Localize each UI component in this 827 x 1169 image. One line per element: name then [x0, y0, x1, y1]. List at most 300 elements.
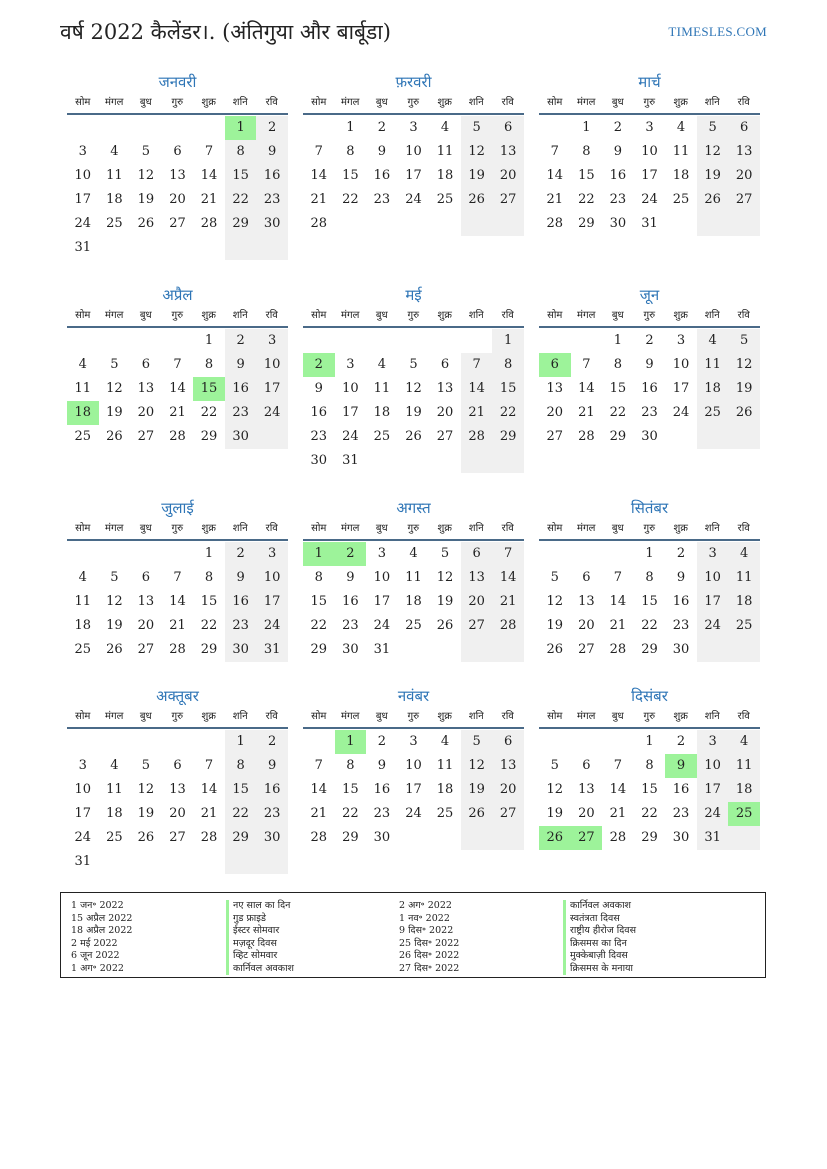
- day-cell[interactable]: 2: [256, 730, 288, 754]
- day-cell[interactable]: 14: [169, 594, 186, 609]
- day-cell[interactable]: 8: [492, 353, 524, 377]
- day-cell[interactable]: 1: [335, 730, 367, 754]
- day-cell[interactable]: 3: [697, 730, 729, 754]
- day-cell[interactable]: 29: [641, 830, 658, 845]
- day-cell[interactable]: 7: [173, 357, 182, 372]
- day-cell[interactable]: 15: [200, 594, 218, 609]
- day-cell[interactable]: 27: [578, 642, 595, 657]
- day-cell[interactable]: 4: [78, 570, 87, 585]
- day-cell[interactable]: 7: [582, 357, 591, 372]
- day-cell[interactable]: 12: [106, 594, 123, 609]
- day-cell[interactable]: 10: [641, 144, 658, 159]
- day-cell[interactable]: 25: [74, 642, 92, 657]
- day-cell[interactable]: 18: [373, 405, 391, 420]
- day-cell[interactable]: 26: [546, 642, 564, 657]
- day-cell[interactable]: 20: [137, 405, 155, 420]
- day-cell[interactable]: 18: [106, 806, 123, 821]
- day-cell[interactable]: 8: [645, 758, 654, 773]
- day-cell[interactable]: 17: [74, 806, 92, 821]
- day-cell[interactable]: 11: [106, 168, 123, 183]
- day-cell[interactable]: 10: [74, 168, 92, 183]
- day-cell[interactable]: 28: [461, 425, 493, 449]
- day-cell[interactable]: 7: [204, 144, 214, 159]
- day-cell[interactable]: 12: [137, 168, 155, 183]
- day-cell[interactable]: 11: [436, 144, 454, 159]
- day-cell[interactable]: 5: [461, 116, 493, 140]
- day-cell[interactable]: 19: [436, 594, 454, 609]
- day-cell[interactable]: 6: [492, 116, 524, 140]
- day-cell[interactable]: 27: [492, 188, 524, 212]
- day-cell[interactable]: 22: [342, 192, 359, 207]
- day-cell[interactable]: 10: [697, 754, 729, 778]
- day-cell[interactable]: 12: [405, 381, 422, 396]
- day-cell[interactable]: 27: [728, 188, 760, 212]
- day-cell[interactable]: 20: [578, 618, 595, 633]
- day-cell[interactable]: 17: [641, 168, 658, 183]
- day-cell[interactable]: 6: [728, 116, 760, 140]
- day-cell[interactable]: 25: [728, 614, 760, 638]
- day-cell[interactable]: 24: [641, 192, 658, 207]
- day-cell[interactable]: 30: [225, 425, 257, 449]
- day-cell[interactable]: 24: [697, 802, 729, 826]
- day-cell[interactable]: 27: [137, 642, 155, 657]
- day-cell[interactable]: 23: [609, 192, 627, 207]
- day-cell[interactable]: 1: [204, 546, 214, 561]
- day-cell[interactable]: 3: [645, 120, 654, 135]
- day-cell[interactable]: 4: [676, 120, 686, 135]
- day-cell[interactable]: 9: [346, 570, 355, 585]
- day-cell[interactable]: 26: [137, 216, 155, 231]
- day-cell[interactable]: 21: [492, 590, 524, 614]
- day-cell[interactable]: 30: [672, 642, 690, 657]
- day-cell[interactable]: 15: [193, 377, 225, 401]
- day-cell[interactable]: 27: [571, 826, 603, 850]
- day-cell[interactable]: 30: [609, 216, 627, 231]
- day-cell[interactable]: 25: [436, 806, 454, 821]
- day-cell[interactable]: 14: [609, 594, 627, 609]
- day-cell[interactable]: 30: [373, 830, 391, 845]
- day-cell[interactable]: 2: [613, 120, 623, 135]
- day-cell[interactable]: 5: [461, 730, 493, 754]
- day-cell[interactable]: 24: [405, 806, 422, 821]
- day-cell[interactable]: 7: [461, 353, 493, 377]
- day-cell[interactable]: 24: [74, 830, 92, 845]
- day-cell[interactable]: 16: [373, 168, 391, 183]
- day-cell[interactable]: 30: [256, 826, 288, 850]
- day-cell[interactable]: 29: [492, 425, 524, 449]
- day-cell[interactable]: 1: [645, 734, 654, 749]
- day-cell[interactable]: 15: [641, 782, 658, 797]
- day-cell[interactable]: 24: [373, 618, 391, 633]
- day-cell[interactable]: 20: [492, 164, 524, 188]
- day-cell[interactable]: 12: [461, 754, 493, 778]
- day-cell[interactable]: 8: [613, 357, 623, 372]
- day-cell[interactable]: 13: [436, 381, 454, 396]
- day-cell[interactable]: 4: [440, 734, 450, 749]
- day-cell[interactable]: 28: [200, 216, 218, 231]
- day-cell[interactable]: 23: [256, 188, 288, 212]
- day-cell[interactable]: 18: [106, 192, 123, 207]
- day-cell[interactable]: 26: [106, 429, 123, 444]
- day-cell[interactable]: 23: [672, 806, 690, 821]
- day-cell[interactable]: 14: [461, 377, 493, 401]
- day-cell[interactable]: 10: [373, 570, 391, 585]
- day-cell[interactable]: 16: [342, 594, 359, 609]
- day-cell[interactable]: 26: [539, 826, 571, 850]
- day-cell[interactable]: 13: [578, 594, 595, 609]
- day-cell[interactable]: 1: [303, 542, 335, 566]
- day-cell[interactable]: 7: [204, 758, 214, 773]
- day-cell[interactable]: 30: [256, 212, 288, 236]
- day-cell[interactable]: 11: [74, 381, 92, 396]
- day-cell[interactable]: 17: [342, 405, 359, 420]
- day-cell[interactable]: 17: [256, 590, 288, 614]
- day-cell[interactable]: 5: [110, 357, 119, 372]
- day-cell[interactable]: 14: [492, 566, 524, 590]
- day-cell[interactable]: 19: [405, 405, 422, 420]
- day-cell[interactable]: 25: [728, 802, 760, 826]
- day-cell[interactable]: 2: [303, 353, 335, 377]
- day-cell[interactable]: 17: [405, 168, 422, 183]
- day-cell[interactable]: 3: [676, 333, 686, 348]
- day-cell[interactable]: 6: [173, 758, 182, 773]
- day-cell[interactable]: 14: [169, 381, 186, 396]
- day-cell[interactable]: 24: [697, 614, 729, 638]
- day-cell[interactable]: 25: [373, 429, 391, 444]
- day-cell[interactable]: 6: [539, 353, 571, 377]
- day-cell[interactable]: 28: [169, 429, 186, 444]
- day-cell[interactable]: 16: [256, 778, 288, 802]
- day-cell[interactable]: 30: [342, 642, 359, 657]
- day-cell[interactable]: 29: [641, 642, 658, 657]
- day-cell[interactable]: 12: [461, 140, 493, 164]
- day-cell[interactable]: 19: [461, 164, 493, 188]
- day-cell[interactable]: 23: [256, 802, 288, 826]
- day-cell[interactable]: 26: [436, 618, 454, 633]
- day-cell[interactable]: 12: [137, 782, 155, 797]
- day-cell[interactable]: 5: [550, 570, 559, 585]
- day-cell[interactable]: 9: [314, 381, 323, 396]
- day-cell[interactable]: 27: [436, 429, 454, 444]
- day-cell[interactable]: 8: [645, 570, 654, 585]
- day-cell[interactable]: 30: [672, 830, 690, 845]
- day-cell[interactable]: 22: [200, 405, 218, 420]
- day-cell[interactable]: 11: [436, 758, 454, 773]
- day-cell[interactable]: 20: [461, 590, 493, 614]
- day-cell[interactable]: 16: [672, 594, 690, 609]
- day-cell[interactable]: 29: [310, 642, 328, 657]
- day-cell[interactable]: 19: [106, 618, 123, 633]
- day-cell[interactable]: 13: [169, 168, 186, 183]
- day-cell[interactable]: 20: [492, 778, 524, 802]
- day-cell[interactable]: 9: [377, 144, 387, 159]
- day-cell[interactable]: 21: [546, 192, 564, 207]
- day-cell[interactable]: 22: [641, 806, 658, 821]
- day-cell[interactable]: 10: [256, 566, 288, 590]
- day-cell[interactable]: 20: [546, 405, 564, 420]
- day-cell[interactable]: 25: [672, 192, 690, 207]
- day-cell[interactable]: 12: [106, 381, 123, 396]
- day-cell[interactable]: 17: [373, 594, 391, 609]
- day-cell[interactable]: 14: [310, 782, 328, 797]
- day-cell[interactable]: 24: [672, 405, 690, 420]
- day-cell[interactable]: 17: [256, 377, 288, 401]
- day-cell[interactable]: 17: [672, 381, 690, 396]
- day-cell[interactable]: 9: [613, 144, 623, 159]
- day-cell[interactable]: 27: [492, 802, 524, 826]
- day-cell[interactable]: 14: [310, 168, 328, 183]
- day-cell[interactable]: 2: [377, 120, 387, 135]
- day-cell[interactable]: 11: [697, 353, 729, 377]
- day-cell[interactable]: 21: [169, 618, 186, 633]
- day-cell[interactable]: 9: [377, 758, 387, 773]
- day-cell[interactable]: 22: [578, 192, 595, 207]
- day-cell[interactable]: 5: [409, 357, 418, 372]
- day-cell[interactable]: 8: [225, 140, 257, 164]
- day-cell[interactable]: 25: [436, 192, 454, 207]
- day-cell[interactable]: 2: [225, 542, 257, 566]
- day-cell[interactable]: 23: [373, 806, 391, 821]
- day-cell[interactable]: 14: [578, 381, 595, 396]
- day-cell[interactable]: 15: [225, 778, 257, 802]
- day-cell[interactable]: 22: [200, 618, 218, 633]
- day-cell[interactable]: 28: [578, 429, 595, 444]
- day-cell[interactable]: 7: [550, 144, 559, 159]
- day-cell[interactable]: 26: [405, 429, 422, 444]
- day-cell[interactable]: 8: [225, 754, 257, 778]
- day-cell[interactable]: 30: [225, 638, 257, 662]
- day-cell[interactable]: 24: [74, 216, 92, 231]
- day-cell[interactable]: 23: [373, 192, 391, 207]
- day-cell[interactable]: 28: [310, 216, 328, 231]
- day-cell[interactable]: 8: [314, 570, 323, 585]
- day-cell[interactable]: 3: [78, 758, 87, 773]
- day-cell[interactable]: 27: [169, 830, 186, 845]
- day-cell[interactable]: 25: [697, 401, 729, 425]
- day-cell[interactable]: 18: [67, 401, 99, 425]
- day-cell[interactable]: 6: [440, 357, 450, 372]
- day-cell[interactable]: 29: [200, 642, 218, 657]
- day-cell[interactable]: 2: [377, 734, 387, 749]
- day-cell[interactable]: 2: [676, 546, 686, 561]
- day-cell[interactable]: 26: [106, 642, 123, 657]
- day-cell[interactable]: 13: [492, 754, 524, 778]
- day-cell[interactable]: 14: [200, 782, 218, 797]
- day-cell[interactable]: 15: [342, 168, 359, 183]
- day-cell[interactable]: 25: [106, 830, 123, 845]
- day-cell[interactable]: 3: [256, 542, 288, 566]
- day-cell[interactable]: 7: [492, 542, 524, 566]
- day-cell[interactable]: 30: [641, 429, 658, 444]
- day-cell[interactable]: 4: [697, 329, 729, 353]
- day-cell[interactable]: 14: [200, 168, 218, 183]
- day-cell[interactable]: 13: [461, 566, 493, 590]
- day-cell[interactable]: 28: [609, 830, 627, 845]
- day-cell[interactable]: 28: [492, 614, 524, 638]
- day-cell[interactable]: 3: [78, 144, 87, 159]
- day-cell[interactable]: 16: [373, 782, 391, 797]
- day-cell[interactable]: 29: [578, 216, 595, 231]
- day-cell[interactable]: 28: [310, 830, 328, 845]
- day-cell[interactable]: 28: [546, 216, 564, 231]
- day-cell[interactable]: 9: [676, 570, 686, 585]
- day-cell[interactable]: 23: [310, 429, 328, 444]
- day-cell[interactable]: 12: [546, 782, 564, 797]
- day-cell[interactable]: 8: [346, 144, 355, 159]
- day-cell[interactable]: 31: [74, 240, 92, 255]
- day-cell[interactable]: 27: [137, 429, 155, 444]
- day-cell[interactable]: 17: [405, 782, 422, 797]
- site-logo-text[interactable]: TIMESLES.COM: [668, 24, 767, 39]
- day-cell[interactable]: 7: [314, 758, 323, 773]
- day-cell[interactable]: 10: [256, 353, 288, 377]
- day-cell[interactable]: 4: [728, 542, 760, 566]
- day-cell[interactable]: 11: [672, 144, 690, 159]
- day-cell[interactable]: 13: [492, 140, 524, 164]
- day-cell[interactable]: 29: [225, 212, 257, 236]
- day-cell[interactable]: 18: [697, 377, 729, 401]
- day-cell[interactable]: 27: [461, 614, 493, 638]
- day-cell[interactable]: 3: [346, 357, 355, 372]
- day-cell[interactable]: 28: [169, 642, 186, 657]
- day-cell[interactable]: 1: [613, 333, 623, 348]
- day-cell[interactable]: 6: [582, 758, 591, 773]
- day-cell[interactable]: 16: [256, 164, 288, 188]
- day-cell[interactable]: 19: [697, 164, 729, 188]
- day-cell[interactable]: 31: [697, 826, 729, 850]
- day-cell[interactable]: 11: [728, 754, 760, 778]
- day-cell[interactable]: 4: [728, 730, 760, 754]
- day-cell[interactable]: 13: [578, 782, 595, 797]
- day-cell[interactable]: 11: [106, 782, 123, 797]
- day-cell[interactable]: 22: [342, 806, 359, 821]
- day-cell[interactable]: 9: [256, 754, 288, 778]
- day-cell[interactable]: 20: [169, 192, 186, 207]
- day-cell[interactable]: 17: [697, 778, 729, 802]
- day-cell[interactable]: 21: [609, 618, 627, 633]
- day-cell[interactable]: 21: [200, 192, 218, 207]
- day-cell[interactable]: 31: [256, 638, 288, 662]
- day-cell[interactable]: 9: [225, 353, 257, 377]
- day-cell[interactable]: 5: [141, 758, 151, 773]
- day-cell[interactable]: 24: [256, 401, 288, 425]
- day-cell[interactable]: 27: [169, 216, 186, 231]
- day-cell[interactable]: 16: [609, 168, 627, 183]
- day-cell[interactable]: 1: [225, 730, 257, 754]
- day-cell[interactable]: 16: [672, 782, 690, 797]
- day-cell[interactable]: 8: [204, 570, 214, 585]
- day-cell[interactable]: 22: [492, 401, 524, 425]
- day-cell[interactable]: 14: [546, 168, 564, 183]
- day-cell[interactable]: 28: [609, 642, 627, 657]
- day-cell[interactable]: 7: [613, 758, 623, 773]
- day-cell[interactable]: 16: [225, 590, 257, 614]
- day-cell[interactable]: 26: [697, 188, 729, 212]
- day-cell[interactable]: 22: [225, 188, 257, 212]
- day-cell[interactable]: 8: [346, 758, 355, 773]
- day-cell[interactable]: 15: [578, 168, 595, 183]
- day-cell[interactable]: 23: [225, 614, 257, 638]
- day-cell[interactable]: 15: [641, 594, 658, 609]
- day-cell[interactable]: 2: [676, 734, 686, 749]
- day-cell[interactable]: 20: [436, 405, 454, 420]
- day-cell[interactable]: 3: [697, 542, 729, 566]
- day-cell[interactable]: 16: [225, 377, 257, 401]
- day-cell[interactable]: 21: [169, 405, 186, 420]
- day-cell[interactable]: 6: [141, 357, 151, 372]
- day-cell[interactable]: 3: [409, 120, 418, 135]
- day-cell[interactable]: 1: [492, 329, 524, 353]
- day-cell[interactable]: 9: [665, 754, 697, 778]
- day-cell[interactable]: 11: [74, 594, 92, 609]
- day-cell[interactable]: 9: [645, 357, 654, 372]
- day-cell[interactable]: 3: [256, 329, 288, 353]
- day-cell[interactable]: 30: [310, 453, 328, 468]
- day-cell[interactable]: 5: [728, 329, 760, 353]
- day-cell[interactable]: 18: [728, 590, 760, 614]
- day-cell[interactable]: 5: [440, 546, 450, 561]
- day-cell[interactable]: 22: [225, 802, 257, 826]
- day-cell[interactable]: 3: [409, 734, 418, 749]
- day-cell[interactable]: 4: [409, 546, 418, 561]
- day-cell[interactable]: 28: [200, 830, 218, 845]
- day-cell[interactable]: 10: [672, 357, 690, 372]
- day-cell[interactable]: 4: [377, 357, 387, 372]
- day-cell[interactable]: 21: [310, 806, 328, 821]
- day-cell[interactable]: 17: [74, 192, 92, 207]
- day-cell[interactable]: 12: [728, 353, 760, 377]
- day-cell[interactable]: 9: [256, 140, 288, 164]
- day-cell[interactable]: 13: [728, 140, 760, 164]
- day-cell[interactable]: 8: [204, 357, 214, 372]
- day-cell[interactable]: 19: [728, 377, 760, 401]
- day-cell[interactable]: 19: [137, 806, 155, 821]
- day-cell[interactable]: 13: [169, 782, 186, 797]
- day-cell[interactable]: 23: [225, 401, 257, 425]
- day-cell[interactable]: 26: [461, 802, 493, 826]
- day-cell[interactable]: 20: [169, 806, 186, 821]
- day-cell[interactable]: 15: [342, 782, 359, 797]
- day-cell[interactable]: 21: [578, 405, 595, 420]
- day-cell[interactable]: 13: [546, 381, 564, 396]
- day-cell[interactable]: 20: [578, 806, 595, 821]
- day-cell[interactable]: 25: [405, 618, 422, 633]
- day-cell[interactable]: 16: [641, 381, 658, 396]
- day-cell[interactable]: 14: [609, 782, 627, 797]
- day-cell[interactable]: 4: [110, 144, 119, 159]
- day-cell[interactable]: 22: [609, 405, 627, 420]
- day-cell[interactable]: 6: [492, 730, 524, 754]
- day-cell[interactable]: 18: [672, 168, 690, 183]
- day-cell[interactable]: 26: [461, 188, 493, 212]
- day-cell[interactable]: 12: [546, 594, 564, 609]
- day-cell[interactable]: 23: [342, 618, 359, 633]
- day-cell[interactable]: 5: [550, 758, 559, 773]
- day-cell[interactable]: 31: [373, 642, 391, 657]
- day-cell[interactable]: 15: [609, 381, 627, 396]
- day-cell[interactable]: 11: [373, 381, 391, 396]
- day-cell[interactable]: 10: [405, 144, 422, 159]
- day-cell[interactable]: 7: [173, 570, 182, 585]
- day-cell[interactable]: 10: [405, 758, 422, 773]
- day-cell[interactable]: 12: [436, 570, 454, 585]
- day-cell[interactable]: 1: [582, 120, 591, 135]
- day-cell[interactable]: 24: [342, 429, 359, 444]
- day-cell[interactable]: 18: [74, 618, 92, 633]
- day-cell[interactable]: 6: [582, 570, 591, 585]
- day-cell[interactable]: 2: [335, 542, 367, 566]
- day-cell[interactable]: 11: [728, 566, 760, 590]
